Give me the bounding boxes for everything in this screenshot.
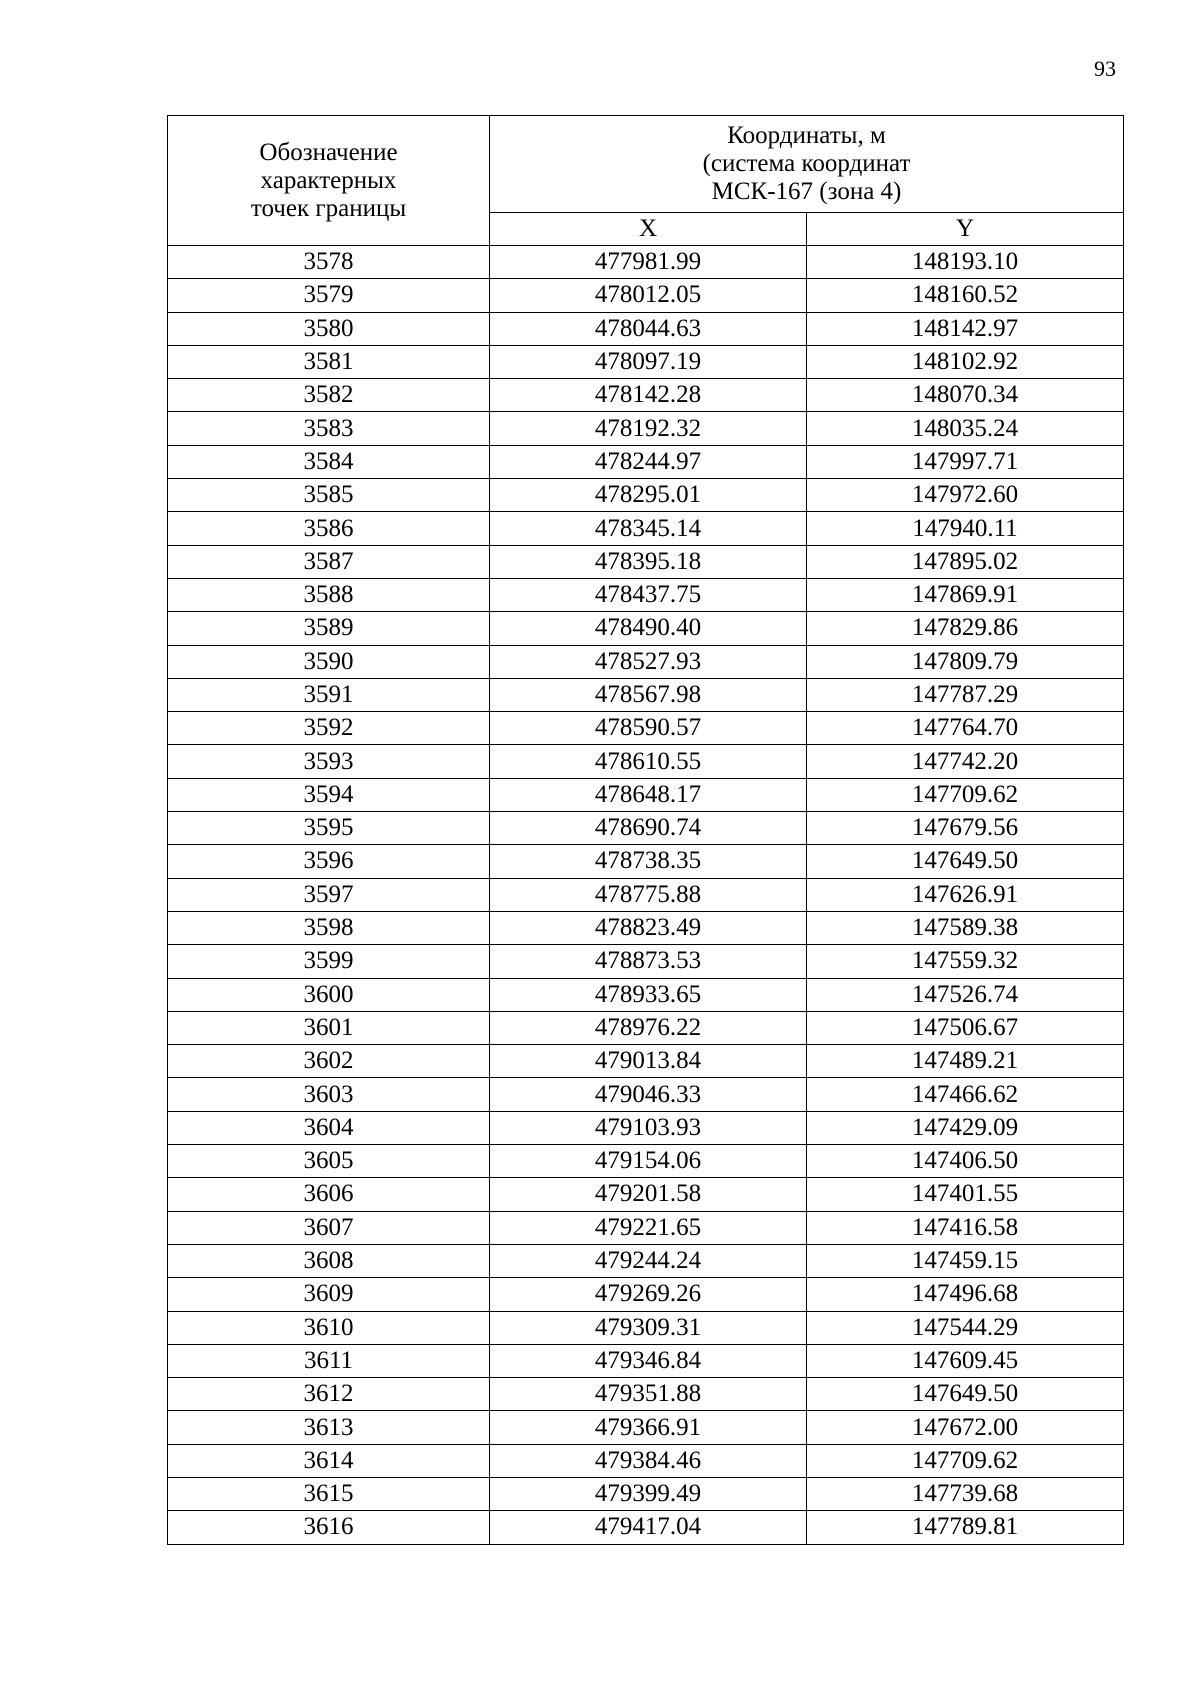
y-coordinate-cell: 147649.50 <box>807 1378 1124 1411</box>
y-coordinate-cell: 147401.55 <box>807 1178 1124 1211</box>
header-designation-line-1: Обозначение <box>259 138 398 166</box>
x-coordinate-cell: 478933.65 <box>490 978 807 1011</box>
point-id-cell: 3583 <box>168 412 490 445</box>
point-id-cell: 3593 <box>168 745 490 778</box>
y-coordinate-cell: 147406.50 <box>807 1145 1124 1178</box>
point-id-cell: 3587 <box>168 545 490 578</box>
point-id-cell: 3591 <box>168 678 490 711</box>
y-coordinate-cell: 147496.68 <box>807 1278 1124 1311</box>
y-coordinate-cell: 147869.91 <box>807 578 1124 611</box>
y-coordinate-cell: 147466.62 <box>807 1078 1124 1111</box>
x-coordinate-cell: 479269.26 <box>490 1278 807 1311</box>
x-coordinate-cell: 479417.04 <box>490 1511 807 1544</box>
point-id-cell: 3590 <box>168 645 490 678</box>
x-coordinate-cell: 478873.53 <box>490 945 807 978</box>
x-coordinate-cell: 479103.93 <box>490 1111 807 1144</box>
page-number: 93 <box>1094 56 1116 81</box>
table-row <box>168 778 1124 811</box>
x-coordinate-cell: 478527.93 <box>490 645 807 678</box>
x-coordinate-cell: 478345.14 <box>490 512 807 545</box>
header-coords-line-3: МСК-167 (зона 4) <box>711 178 902 205</box>
y-coordinate-cell: 147506.67 <box>807 1011 1124 1044</box>
y-coordinate-cell: 147626.91 <box>807 878 1124 911</box>
point-id-cell: 3612 <box>168 1378 490 1411</box>
coordinates-table <box>167 115 1124 1545</box>
table-row <box>168 845 1124 878</box>
point-id-cell: 3584 <box>168 445 490 478</box>
header-coords-line-2: (система координат <box>702 150 911 177</box>
table-row <box>168 445 1124 478</box>
y-coordinate-cell: 147416.58 <box>807 1211 1124 1244</box>
point-id-cell: 3604 <box>168 1111 490 1144</box>
x-coordinate-cell: 478395.18 <box>490 545 807 578</box>
table-row <box>168 745 1124 778</box>
table-row <box>168 1511 1124 1544</box>
point-id-cell: 3581 <box>168 345 490 378</box>
table-row <box>168 1344 1124 1377</box>
x-coordinate-cell: 479221.65 <box>490 1211 807 1244</box>
y-coordinate-cell: 147739.68 <box>807 1477 1124 1510</box>
point-id-cell: 3605 <box>168 1145 490 1178</box>
table-row <box>168 1311 1124 1344</box>
x-coordinate-cell: 478295.01 <box>490 479 807 512</box>
table-row <box>168 1178 1124 1211</box>
table-row <box>168 911 1124 944</box>
x-coordinate-cell: 479366.91 <box>490 1411 807 1444</box>
table-row <box>168 812 1124 845</box>
point-id-cell: 3586 <box>168 512 490 545</box>
point-id-cell: 3597 <box>168 878 490 911</box>
table-row <box>168 1011 1124 1044</box>
table-row <box>168 678 1124 711</box>
x-coordinate-cell: 478823.49 <box>490 911 807 944</box>
x-coordinate-cell: 478244.97 <box>490 445 807 478</box>
point-id-cell: 3601 <box>168 1011 490 1044</box>
x-coordinate-cell: 478590.57 <box>490 712 807 745</box>
y-coordinate-cell: 147559.32 <box>807 945 1124 978</box>
y-coordinate-cell: 147544.29 <box>807 1311 1124 1344</box>
table-row <box>168 1244 1124 1277</box>
y-coordinate-cell: 147609.45 <box>807 1344 1124 1377</box>
y-coordinate-cell: 147809.79 <box>807 645 1124 678</box>
table-row <box>168 1211 1124 1244</box>
x-coordinate-cell: 479399.49 <box>490 1477 807 1510</box>
header-x: X <box>490 213 807 246</box>
table-row <box>168 312 1124 345</box>
y-coordinate-cell: 147895.02 <box>807 545 1124 578</box>
table-row <box>168 945 1124 978</box>
table-row <box>168 479 1124 512</box>
x-coordinate-cell: 478775.88 <box>490 878 807 911</box>
table-row <box>168 1278 1124 1311</box>
table-row <box>168 412 1124 445</box>
x-coordinate-cell: 478437.75 <box>490 578 807 611</box>
header-coordinates <box>490 116 1124 213</box>
table-row <box>168 379 1124 412</box>
y-coordinate-cell: 147829.86 <box>807 612 1124 645</box>
x-coordinate-cell: 479309.31 <box>490 1311 807 1344</box>
y-coordinate-cell: 147972.60 <box>807 479 1124 512</box>
point-id-cell: 3600 <box>168 978 490 1011</box>
table-row <box>168 1145 1124 1178</box>
point-id-cell: 3610 <box>168 1311 490 1344</box>
header-point-designation <box>168 116 490 246</box>
y-coordinate-cell: 147787.29 <box>807 678 1124 711</box>
table-row <box>168 512 1124 545</box>
point-id-cell: 3598 <box>168 911 490 944</box>
table-row <box>168 246 1124 279</box>
table-body <box>168 246 1124 1545</box>
point-id-cell: 3607 <box>168 1211 490 1244</box>
table-row <box>168 978 1124 1011</box>
y-coordinate-cell: 147709.62 <box>807 778 1124 811</box>
x-coordinate-cell: 478690.74 <box>490 812 807 845</box>
x-coordinate-cell: 478142.28 <box>490 379 807 412</box>
point-id-cell: 3608 <box>168 1244 490 1277</box>
table-row <box>168 1078 1124 1111</box>
point-id-cell: 3596 <box>168 845 490 878</box>
header-coords-line-1: Координаты, м <box>727 122 886 149</box>
y-coordinate-cell: 147709.62 <box>807 1444 1124 1477</box>
x-coordinate-cell: 479013.84 <box>490 1045 807 1078</box>
header-designation-line-2: характерных <box>260 166 397 194</box>
point-id-cell: 3588 <box>168 578 490 611</box>
table-row <box>168 1477 1124 1510</box>
y-coordinate-cell: 147764.70 <box>807 712 1124 745</box>
point-id-cell: 3582 <box>168 379 490 412</box>
y-coordinate-cell: 147997.71 <box>807 445 1124 478</box>
point-id-cell: 3609 <box>168 1278 490 1311</box>
y-coordinate-cell: 147526.74 <box>807 978 1124 1011</box>
y-coordinate-cell: 148193.10 <box>807 246 1124 279</box>
x-coordinate-cell: 478097.19 <box>490 345 807 378</box>
y-coordinate-cell: 147940.11 <box>807 512 1124 545</box>
y-coordinate-cell: 147429.09 <box>807 1111 1124 1144</box>
x-coordinate-cell: 478610.55 <box>490 745 807 778</box>
point-id-cell: 3614 <box>168 1444 490 1477</box>
y-coordinate-cell: 147742.20 <box>807 745 1124 778</box>
y-coordinate-cell: 148102.92 <box>807 345 1124 378</box>
table-row <box>168 1378 1124 1411</box>
table-row <box>168 279 1124 312</box>
y-coordinate-cell: 147789.81 <box>807 1511 1124 1544</box>
point-id-cell: 3611 <box>168 1344 490 1377</box>
x-coordinate-cell: 477981.99 <box>490 246 807 279</box>
x-coordinate-cell: 478044.63 <box>490 312 807 345</box>
y-coordinate-cell: 147672.00 <box>807 1411 1124 1444</box>
x-coordinate-cell: 479346.84 <box>490 1344 807 1377</box>
table-row <box>168 1111 1124 1144</box>
y-coordinate-cell: 148035.24 <box>807 412 1124 445</box>
point-id-cell: 3603 <box>168 1078 490 1111</box>
x-coordinate-cell: 479351.88 <box>490 1378 807 1411</box>
point-id-cell: 3579 <box>168 279 490 312</box>
y-coordinate-cell: 147489.21 <box>807 1045 1124 1078</box>
table-row <box>168 578 1124 611</box>
table-header <box>168 116 1124 246</box>
point-id-cell: 3606 <box>168 1178 490 1211</box>
y-coordinate-cell: 147679.56 <box>807 812 1124 845</box>
table-row <box>168 1411 1124 1444</box>
x-coordinate-cell: 479244.24 <box>490 1244 807 1277</box>
y-coordinate-cell: 147459.15 <box>807 1244 1124 1277</box>
table-row <box>168 1444 1124 1477</box>
point-id-cell: 3595 <box>168 812 490 845</box>
x-coordinate-cell: 479046.33 <box>490 1078 807 1111</box>
header-y: Y <box>807 213 1124 246</box>
x-coordinate-cell: 478012.05 <box>490 279 807 312</box>
x-coordinate-cell: 479154.06 <box>490 1145 807 1178</box>
point-id-cell: 3615 <box>168 1477 490 1510</box>
y-coordinate-cell: 147649.50 <box>807 845 1124 878</box>
table-row <box>168 345 1124 378</box>
point-id-cell: 3613 <box>168 1411 490 1444</box>
header-designation-line-3: точек границы <box>250 194 407 222</box>
point-id-cell: 3602 <box>168 1045 490 1078</box>
x-coordinate-cell: 478490.40 <box>490 612 807 645</box>
table-row <box>168 1045 1124 1078</box>
y-coordinate-cell: 148142.97 <box>807 312 1124 345</box>
x-coordinate-cell: 479384.46 <box>490 1444 807 1477</box>
point-id-cell: 3585 <box>168 479 490 512</box>
x-coordinate-cell: 478192.32 <box>490 412 807 445</box>
point-id-cell: 3578 <box>168 246 490 279</box>
point-id-cell: 3580 <box>168 312 490 345</box>
table-row <box>168 878 1124 911</box>
x-coordinate-cell: 478567.98 <box>490 678 807 711</box>
point-id-cell: 3599 <box>168 945 490 978</box>
table-row <box>168 645 1124 678</box>
x-coordinate-cell: 478648.17 <box>490 778 807 811</box>
point-id-cell: 3589 <box>168 612 490 645</box>
point-id-cell: 3594 <box>168 778 490 811</box>
x-coordinate-cell: 478976.22 <box>490 1011 807 1044</box>
table-row <box>168 712 1124 745</box>
y-coordinate-cell: 148160.52 <box>807 279 1124 312</box>
x-coordinate-cell: 479201.58 <box>490 1178 807 1211</box>
y-coordinate-cell: 148070.34 <box>807 379 1124 412</box>
table-row <box>168 612 1124 645</box>
x-coordinate-cell: 478738.35 <box>490 845 807 878</box>
point-id-cell: 3592 <box>168 712 490 745</box>
table-row <box>168 545 1124 578</box>
point-id-cell: 3616 <box>168 1511 490 1544</box>
y-coordinate-cell: 147589.38 <box>807 911 1124 944</box>
